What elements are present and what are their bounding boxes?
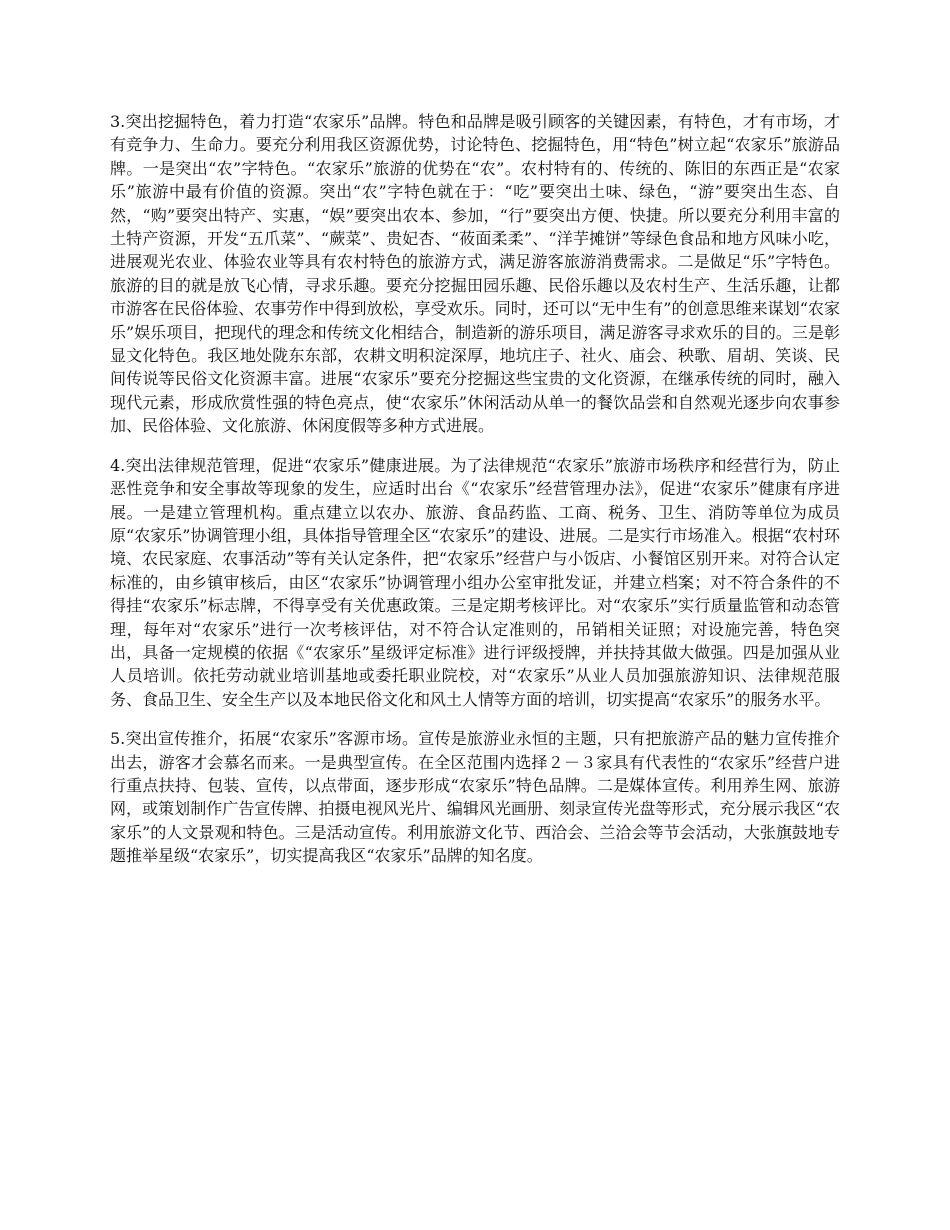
paragraph-section-5: 5.突出宣传推介，拓展“农家乐”客源市场。宣传是旅游业永恒的主题，只有把旅游产品的魅力宣传推介出去，游客才会慕名而来。一是典型宣传。在全区范围内选择２－３家具有代表性的“农家乐”经营户进行重点扶持、包装、宣传，以点带面，逐步形成“农家乐”特色品牌。二是媒体宣传。利用养生网、旅游网，或策划制作广告宣传牌、拍摄电视风光片、编辑风光画册、刻录宣传光盘等形式，充分展示我区“农家乐”的人文景观和特色。三是活动宣传。利用旅游文化节、西洽会、兰洽会等节会活动，大张旗鼓地专题推举星级“农家乐”，切实提高我区“农家乐”品牌的知名度。 bbox=[110, 729, 840, 866]
paragraph-section-3: 3.突出挖掘特色，着力打造“农家乐”品牌。特色和品牌是吸引顾客的关键因素，有特色，才有市场，才有竞争力、生命力。要充分利用我区资源优势，讨论特色、挖掘特色，用“特色”树立起“农家乐”旅游品牌。一是突出“农”字特色。“农家乐”旅游的优势在“农”。农村特有的、传统的、陈旧的东西正是“农家乐”旅游中最有价值的资源。突出“农”字特色就在于：“吃”要突出土味、绿色，“游”要突出生态、自然，“购”要突出特产、实惠，“娱”要突出农本、参加，“行”要突出方便、快捷。所以要充分利用丰富的土特产资源，开发“五爪菜”、“蕨菜”、贵妃杏、“莜面柔柔”、“洋芋摊饼”等绿色食品和地方风味小吃，进展观光农业、体验农业等具有农村特色的旅游方式，满足游客旅游消费需求。二是做足“乐”字特色。旅游的目的就是放飞心情，寻求乐趣。要充分挖掘田园乐趣、民俗乐趣以及农村生产、生活乐趣，让都市游客在民俗体验、农事劳作中得到放松，享受欢乐。同时，还可以“无中生有”的创意思维来谋划“农家乐”娱乐项目，把现代的理念和传统文化相结合，制造新的游乐项目，满足游客寻求欢乐的目的。三是彰显文化特色。我区地处陇东东部，农耕文明积淀深厚，地坑庄子、社火、庙会、秧歌、眉胡、笑谈、民间传说等民俗文化资源丰富。进展“农家乐”要充分挖掘这些宝贵的文化资源，在继承传统的同时，融入现代元素，形成欣赏性强的特色亮点，使“农家乐”休闲活动从单一的餐饮品尝和自然观光逐步向农事参加、民俗体验、文化旅游、休闲度假等多种方式进展。 bbox=[110, 112, 840, 436]
document-page bbox=[110, 110, 840, 884]
paragraph-section-4: 4.突出法律规范管理，促进“农家乐”健康进展。为了法律规范“农家乐”旅游市场秩序和经营行为，防止恶性竞争和安全事故等现象的发生，应适时出台《“农家乐”经营管理办法》，促进“农家乐”健康有序进展。一是建立管理机构。重点建立以农办、旅游、食品药监、工商、税务、卫生、消防等单位为成员原“农家乐”协调管理小组，具体指导管理全区“农家乐”的建设、进展。二是实行市场准入。根据“农村环境、农民家庭、农事活动”等有关认定条件，把“农家乐”经营户与小饭店、小餐馆区别开来。对符合认定标准的，由乡镇审核后，由区“农家乐”协调管理小组办公室审批发证，并建立档案；对不符合条件的不得挂“农家乐”标志牌，不得享受有关优惠政策。三是定期考核评比。对“农家乐”实行质量监管和动态管理，每年对“农家乐”进行一次考核评估，对不符合认定准则的，吊销相关证照；对设施完善，特色突出，具备一定规模的依据《“农家乐”星级评定标准》进行评级授牌，并扶持其做大做强。四是加强从业人员培训。依托劳动就业培训基地或委托职业院校，对“农家乐”从业人员加强旅游知识、法律规范服务、食品卫生、安全生产以及本地民俗文化和风土人情等方面的培训，切实提高“农家乐”的服务水平。 bbox=[110, 455, 840, 709]
